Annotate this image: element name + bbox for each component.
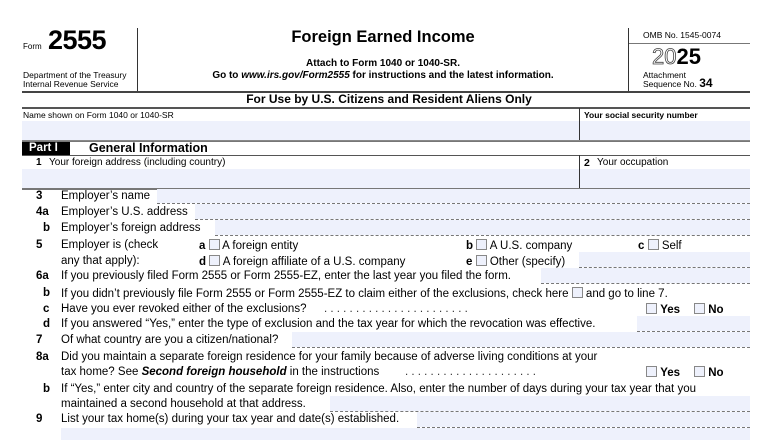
form-title: Foreign Earned Income xyxy=(291,28,475,46)
line-9-label: List your tax home(s) during your tax year and date(s) established. xyxy=(61,413,400,425)
goto-instruction: Go to www.irs.gov/Form2555 for instructions and the latest information. xyxy=(212,70,554,81)
line-6b-label: If you didn’t previously file Form 2555 or Form 2555-EZ to claim either of the exclusions, check here xyxy=(61,288,569,300)
attach-instruction: Attach to Form 1040 or 1040-SR. xyxy=(306,58,460,69)
employer-us-address-input[interactable] xyxy=(195,204,750,219)
part1-title: General Information xyxy=(89,141,208,155)
checkbox-5e[interactable] xyxy=(476,255,487,266)
checkbox-5b[interactable] xyxy=(476,239,487,250)
tax-year-outline: 20 xyxy=(652,44,677,69)
line-7-number: 7 xyxy=(36,334,43,346)
form-prefix: Form xyxy=(23,42,42,51)
checkbox-8a-no[interactable] xyxy=(694,366,705,377)
line-6d-label: If you answered “Yes,” enter the type of exclusion and the tax year for which the revocation was effective. xyxy=(61,318,596,330)
line-6c-no[interactable] xyxy=(694,303,724,316)
employer-name-input[interactable] xyxy=(157,189,750,203)
checkbox-6c-no[interactable] xyxy=(694,303,705,314)
checkbox-6c-yes[interactable] xyxy=(646,303,657,314)
name-label: Name shown on Form 1040 or 1040-SR xyxy=(23,110,174,120)
ssn-label: Your social security number xyxy=(584,110,698,120)
tax-year xyxy=(652,44,701,70)
line-8a-leader-dots: . . . . . . . . . . . . . . . . . . . . . xyxy=(405,366,536,378)
irs-link[interactable]: www.irs.gov/Form2555 xyxy=(241,70,350,81)
employer-foreign-address-input[interactable] xyxy=(215,220,750,235)
second-foreign-household-ref: Second foreign household xyxy=(141,366,287,378)
department-line1: Department of the Treasury xyxy=(23,70,127,80)
occupation-input[interactable] xyxy=(580,169,750,188)
option-5e-label: Other (specify) xyxy=(489,256,566,268)
line-6c-leader-dots: . . . . . . . . . . . . . . . . . . . . . . . xyxy=(324,303,468,315)
line-3-label: Employer’s name xyxy=(61,190,151,202)
part1-badge: Part I xyxy=(22,142,70,155)
sequence-number: 34 xyxy=(699,76,713,90)
line-8a-yes[interactable] xyxy=(646,366,680,379)
option-5b-label: A U.S. company xyxy=(489,240,573,252)
line-8b-label-line2: maintained a second household at that address. xyxy=(61,398,306,410)
line-8a-yes-label: Yes xyxy=(660,367,681,379)
line-6c-no-label: No xyxy=(708,304,724,316)
line-8a-no-label: No xyxy=(708,367,724,379)
line-2-label: Your occupation xyxy=(597,157,669,168)
form-number: 2555 xyxy=(48,25,107,55)
option-5e[interactable] xyxy=(466,255,565,268)
option-5d[interactable] xyxy=(199,255,405,268)
line-4b-number: b xyxy=(43,222,51,234)
revocation-input-line1[interactable] xyxy=(637,316,750,331)
line-5-label-line2: any that apply): xyxy=(61,255,140,267)
option-5b-letter: b xyxy=(466,240,474,252)
form-subtitle: For Use by U.S. Citizens and Resident Aliens Only xyxy=(246,92,532,106)
option-5c-label: Self xyxy=(661,240,682,252)
line-6a-number: 6a xyxy=(36,270,49,282)
option-5a-letter: a xyxy=(199,240,206,252)
option-5a[interactable] xyxy=(199,239,298,252)
line-8b-number: b xyxy=(43,383,51,395)
line-5-number: 5 xyxy=(36,239,43,251)
line-8a-number: 8a xyxy=(36,351,49,363)
line-6d-number: d xyxy=(43,318,51,330)
line-6a-dash xyxy=(541,283,750,284)
line-7-dash[interactable] xyxy=(292,347,750,348)
line-6b-text xyxy=(61,287,668,300)
line-4b-label: Employer’s foreign address xyxy=(61,222,201,234)
line-2-number: 2 xyxy=(584,157,590,169)
line-7-label: Of what country are you a citizen/national? xyxy=(61,334,279,346)
omb-number: OMB No. 1545-0074 xyxy=(643,30,721,40)
line-6b-suffix: and go to line 7. xyxy=(585,288,668,300)
line-1-label: Your foreign address (including country) xyxy=(49,157,226,168)
line-6a-label: If you previously filed Form 2555 or Form 2555-EZ, enter the last year you filed the form. xyxy=(61,270,511,282)
line-6c-yes[interactable] xyxy=(646,303,680,316)
line-3-number: 3 xyxy=(36,190,43,202)
second-household-input[interactable] xyxy=(330,396,750,411)
name-input[interactable] xyxy=(22,121,579,140)
ssn-input[interactable] xyxy=(580,121,750,140)
tax-home-input[interactable] xyxy=(417,412,750,427)
revocation-input-line2[interactable] xyxy=(292,332,750,347)
line-6b-number: b xyxy=(43,287,51,299)
line-6c-label: Have you ever revoked either of the exclusions? xyxy=(61,303,307,315)
last-year-filed-input[interactable] xyxy=(541,268,750,283)
foreign-address-input[interactable] xyxy=(22,169,579,188)
option-5c-letter: c xyxy=(638,240,645,252)
option-5d-letter: d xyxy=(199,256,207,268)
subtitle-rule xyxy=(22,107,750,109)
option-5e-letter: e xyxy=(466,256,473,268)
option-5b[interactable] xyxy=(466,239,572,252)
option-5a-label: A foreign entity xyxy=(222,240,299,252)
attachment-label: Attachment xyxy=(643,70,686,80)
line-4a-number: 4a xyxy=(36,206,49,218)
checkbox-5d[interactable] xyxy=(209,255,220,266)
line-8a-label-line1: Did you maintain a separate foreign residence for your family because of adverse living conditions at your xyxy=(61,351,598,363)
part1-bottom-rule xyxy=(22,155,750,156)
line-8a-no[interactable] xyxy=(694,366,724,379)
line-8b-label-line1: If “Yes,” enter city and country of the separate foreign residence. Also, enter the number of days during your tax year that you xyxy=(61,383,696,395)
tax-home-input-line2[interactable] xyxy=(61,428,750,440)
line-4a-label: Employer’s U.S. address xyxy=(61,206,188,218)
header-divider-right xyxy=(628,28,629,92)
sequence-label: Sequence No. 34 xyxy=(643,76,713,90)
line-6c-number: c xyxy=(43,303,50,315)
checkbox-8a-yes[interactable] xyxy=(646,366,657,377)
checkbox-5c[interactable] xyxy=(648,239,659,250)
line-4b-dash xyxy=(215,235,750,236)
line-1-number: 1 xyxy=(36,157,42,168)
department-line2: Internal Revenue Service xyxy=(23,79,119,89)
tax-year-bold: 25 xyxy=(676,44,701,69)
option-5c[interactable] xyxy=(638,239,682,252)
option-5d-label: A foreign affiliate of a U.S. company xyxy=(222,256,406,268)
other-specify-input[interactable] xyxy=(579,252,750,267)
line-9-number: 9 xyxy=(36,413,43,425)
checkbox-5a[interactable] xyxy=(209,239,220,250)
line-6c-yes-label: Yes xyxy=(660,304,681,316)
line-5-label-line1: Employer is (check xyxy=(61,239,159,251)
checkbox-6b[interactable] xyxy=(572,287,583,298)
line-8a-label-line2: tax home? See Second foreign household in the instructions xyxy=(61,366,380,378)
